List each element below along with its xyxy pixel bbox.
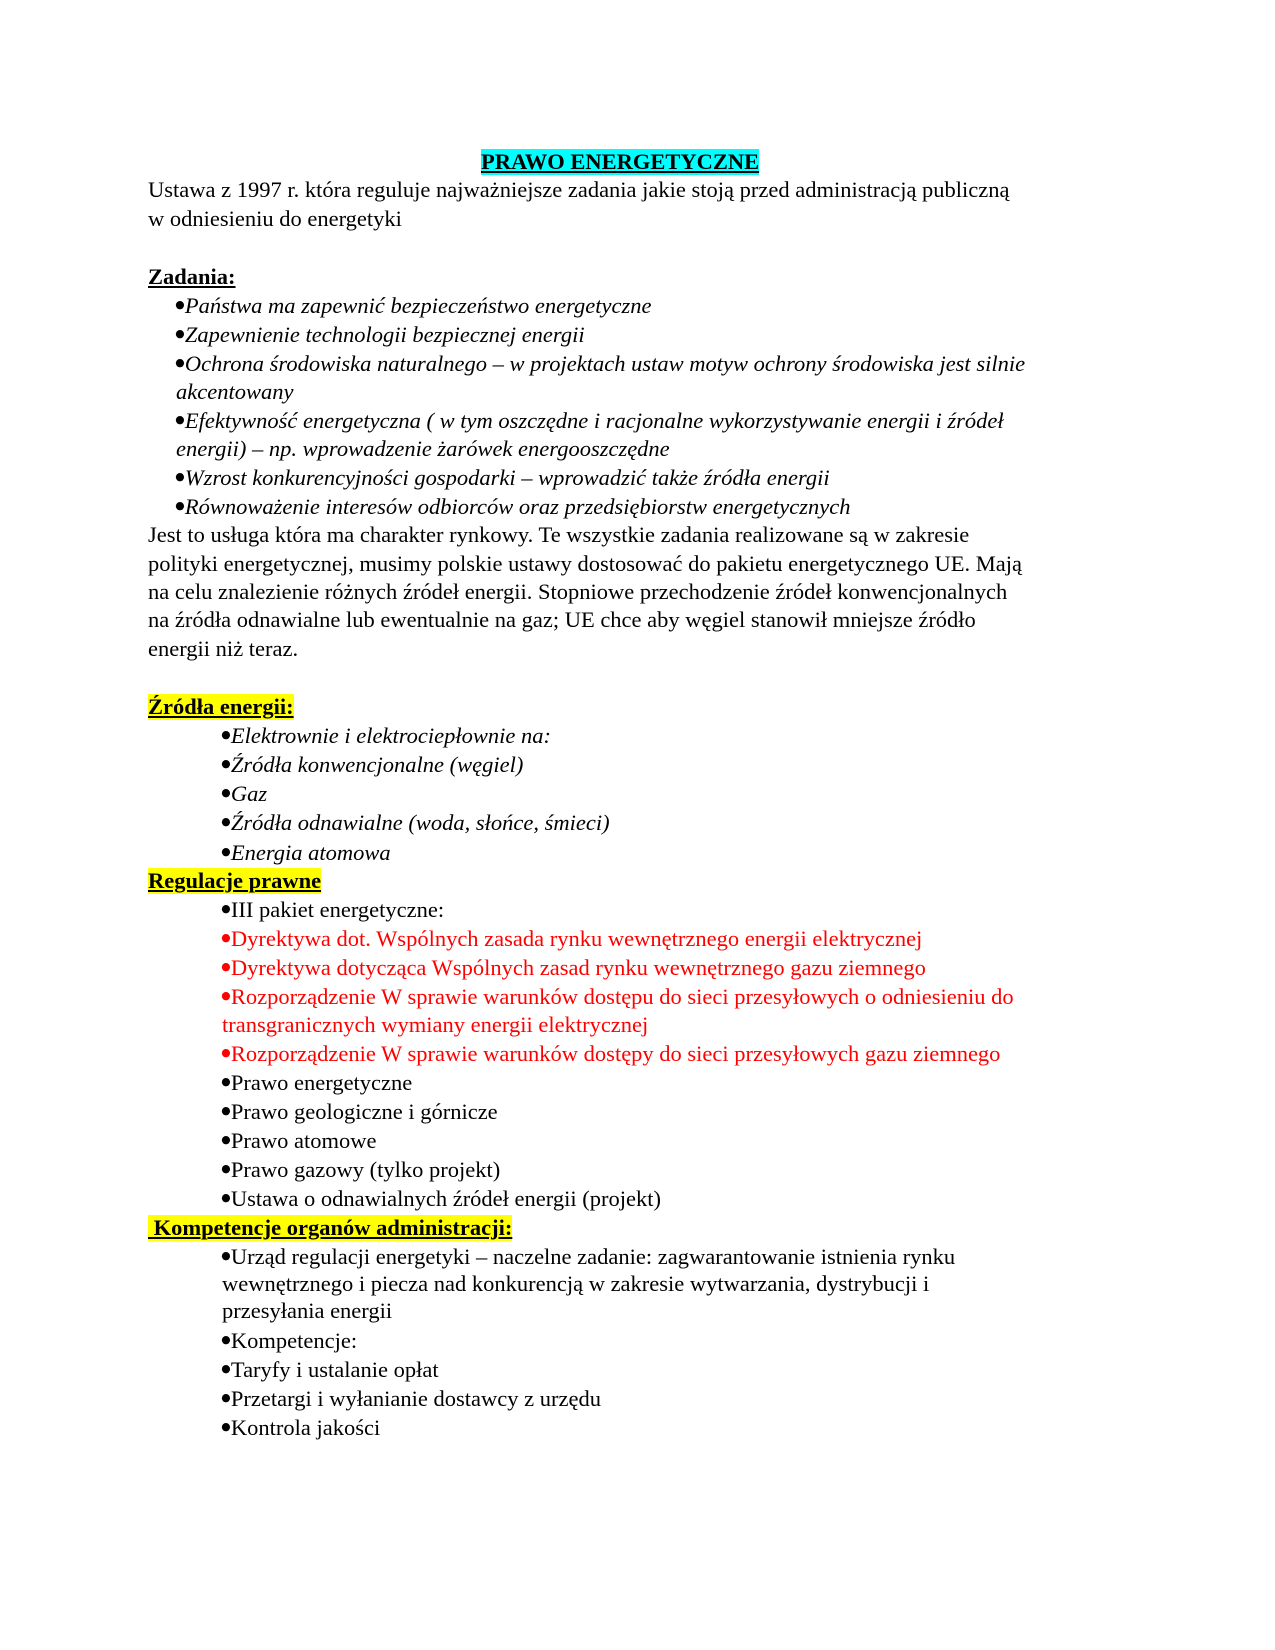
section-heading-kompetencje: Kompetencje organów administracji:	[148, 1215, 513, 1240]
list-item-continuation-red: transgranicznych wymiany energii elektrycznej	[222, 1012, 649, 1037]
list-item: • Ustawa o odnawialnych źródeł energii (projekt)	[222, 1186, 661, 1212]
list-item-red: • Dyrektywa dotycząca Wspólnych zasad rynku wewnętrznego gazu ziemnego	[222, 955, 926, 981]
list-item: • Urząd regulacji energetyki – naczelne zadanie: zagwarantowanie istnienia rynku	[222, 1244, 955, 1270]
list-item: • Efektywność energetyczna ( w tym oszczędne i racjonalne wykorzystywanie energii i źródeł	[176, 408, 1004, 434]
list-item: • Taryfy i ustalanie opłat	[222, 1357, 439, 1383]
list-item: • Równoważenie interesów odbiorców oraz przedsiębiorstw energetycznych	[176, 494, 850, 520]
list-item: • Zapewnienie technologii bezpiecznej energii	[176, 322, 585, 348]
list-item: • Prawo energetyczne	[222, 1070, 412, 1096]
list-item: • Kontrola jakości	[222, 1415, 380, 1441]
list-item-continuation: przesyłania energii	[222, 1298, 393, 1323]
list-item-continuation: energii) – np. wprowadzenie żarówek energooszczędne	[176, 436, 670, 461]
list-item: • Źródła konwencjonalne (węgiel)	[222, 752, 523, 778]
list-item: • Ochrona środowiska naturalnego – w projektach ustaw motyw ochrony środowiska jest silnie	[176, 351, 1025, 377]
list-item-continuation: wewnętrznego i piecza nad konkurencją w zakresie wytwarzania, dystrybucji i	[222, 1271, 930, 1296]
list-item: • Energia atomowa	[222, 840, 391, 866]
list-item: • III pakiet energetyczne:	[222, 897, 444, 923]
paragraph-line: Jest to usługa która ma charakter rynkowy. Te wszystkie zadania realizowane są w zakresie	[148, 522, 970, 547]
section-heading-regulacje: Regulacje prawne	[148, 868, 322, 893]
list-item: • Państwa ma zapewnić bezpieczeństwo energetyczne	[176, 293, 651, 319]
list-item-red: • Rozporządzenie W sprawie warunków dostępy do sieci przesyłowych gazu ziemnego	[222, 1041, 1000, 1067]
list-item-red: • Dyrektywa dot. Wspólnych zasada rynku wewnętrznego energii elektrycznej	[222, 926, 922, 952]
list-item: • Elektrownie i elektrociepłownie na:	[222, 723, 551, 749]
list-item: • Wzrost konkurencyjności gospodarki – wprowadzić także źródła energii	[176, 465, 830, 491]
list-item: • Gaz	[222, 781, 267, 807]
paragraph-line: polityki energetycznej, musimy polskie ustawy dostosować do pakietu energetycznego UE. Mają	[148, 551, 1022, 576]
list-item: • Kompetencje:	[222, 1328, 357, 1354]
list-item: • Prawo atomowe	[222, 1128, 376, 1154]
list-item: • Prawo gazowy (tylko projekt)	[222, 1157, 500, 1183]
paragraph-line: na celu znalezienie różnych źródeł energii. Stopniowe przechodzenie źródeł konwencjonalnych	[148, 579, 1008, 604]
section-heading-zadania: Zadania:	[148, 264, 236, 289]
section-heading-zrodla: Źródła energii:	[148, 694, 294, 719]
paragraph-line: na źródła odnawialne lub ewentualnie na gaz; UE chce aby węgiel stanowił mniejsze źródło	[148, 607, 976, 632]
intro-line: Ustawa z 1997 r. która reguluje najważniejsze zadania jakie stoją przed administracją publiczną	[148, 177, 1010, 202]
list-item: • Źródła odnawialne (woda, słońce, śmieci)	[222, 810, 610, 836]
list-item-red: • Rozporządzenie W sprawie warunków dostępu do sieci przesyłowych o odniesieniu do	[222, 984, 1014, 1010]
list-item: • Przetargi i wyłanianie dostawcy z urzędu	[222, 1386, 601, 1412]
paragraph-line: energii niż teraz.	[148, 636, 299, 661]
list-item: • Prawo geologiczne i górnicze	[222, 1099, 498, 1125]
list-item-continuation: akcentowany	[176, 379, 294, 404]
page-title: PRAWO ENERGETYCZNE	[481, 149, 760, 174]
intro-line: w odniesieniu do energetyki	[148, 206, 402, 231]
